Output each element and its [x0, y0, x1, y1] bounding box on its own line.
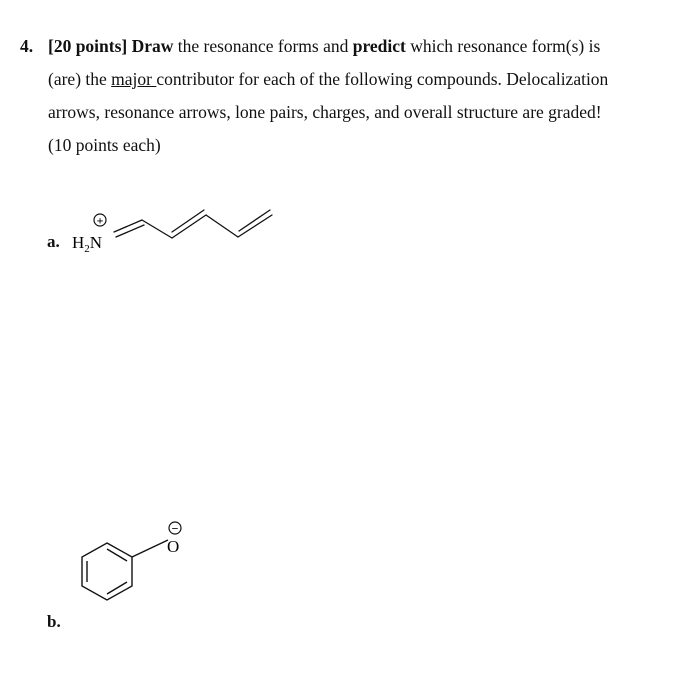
part-a-label: a. — [47, 232, 60, 251]
bond-c4-c5 — [239, 210, 270, 231]
question-number: 4. — [20, 36, 34, 56]
question-line-4: (10 points each) — [48, 135, 161, 155]
bond-c2-c3 — [172, 210, 204, 232]
bond-c1-c2 — [142, 220, 172, 238]
structure-b — [82, 540, 168, 600]
question-text-segment: which resonance form(s) is — [405, 36, 601, 56]
negative-charge-icon — [169, 522, 181, 536]
question-line-3: arrows, resonance arrows, lone pairs, charges, and overall structure are graded! — [48, 102, 602, 122]
bond-c3-c4 — [206, 215, 238, 237]
benzene-ring — [82, 543, 132, 600]
bond-c2-c3 — [172, 215, 206, 238]
svg-text:+: + — [96, 213, 104, 228]
keyword-predict: predict — [352, 36, 406, 56]
part-b-label: b. — [47, 612, 61, 631]
bond-n-c1 — [116, 225, 144, 237]
question-text-segment: (are) the — [48, 69, 112, 89]
positive-charge-icon — [94, 214, 106, 228]
question-text-segment: contributor for each of the following compounds. Delocalization — [156, 69, 609, 89]
atom-oxygen: O — [167, 537, 180, 556]
atom-h2n: $H_2N$ — [72, 233, 103, 255]
inner-double-bond — [107, 582, 127, 594]
keyword-draw: Draw — [131, 36, 174, 56]
question-points: [20 points] — [48, 36, 128, 56]
question-text-segment: the resonance forms and — [173, 36, 353, 56]
inner-double-bond — [107, 549, 127, 561]
bond-c4-c5 — [238, 215, 272, 237]
bond-n-c1 — [114, 220, 142, 232]
keyword-major: major — [111, 69, 157, 89]
bond-c-o — [132, 540, 168, 557]
svg-text:−: − — [171, 521, 179, 536]
structure-a — [114, 210, 272, 238]
